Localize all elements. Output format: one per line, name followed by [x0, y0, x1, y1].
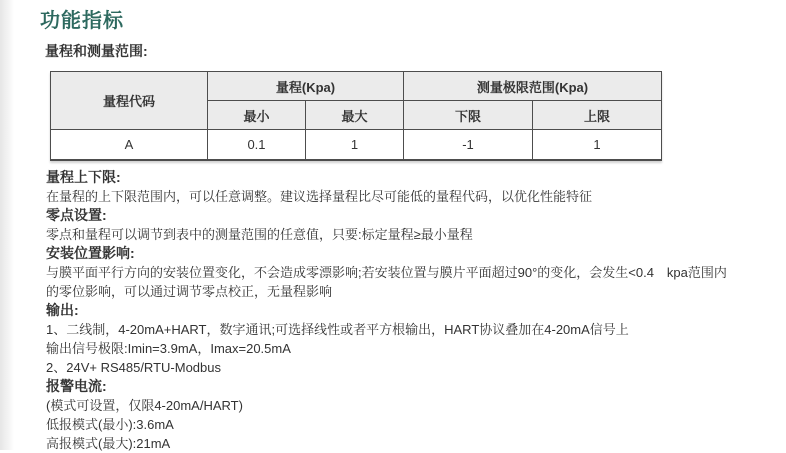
section-heading: 量程上下限:	[46, 168, 121, 185]
section-range-limits	[46, 168, 746, 206]
page-title: 功能指标	[40, 10, 124, 32]
cell-lower: -1	[404, 130, 533, 160]
section-line: 高报模式(最大):21mA	[46, 435, 171, 451]
col-header-range-code: 量程代码	[51, 72, 208, 130]
section-output	[46, 301, 746, 377]
col-header-upper: 上限	[533, 101, 662, 130]
section-mounting-position	[46, 244, 746, 301]
section-zero-setting	[46, 206, 746, 244]
col-header-max: 最大	[306, 101, 404, 130]
header-row-groups	[51, 72, 662, 101]
section-line: 零点和量程可以调节到表中的测量范围的任意值，只要:标定量程≥最小量程	[46, 226, 473, 242]
col-header-min: 最小	[208, 101, 306, 130]
range-section-heading: 量程和测量范围:	[45, 43, 148, 59]
section-heading: 安装位置影响:	[46, 244, 135, 261]
section-heading: 零点设置:	[46, 206, 107, 223]
table-row	[51, 130, 662, 160]
section-heading: 报警电流:	[46, 377, 107, 394]
col-header-range-group: 量程(Kpa)	[208, 72, 404, 101]
spec-sections	[46, 168, 746, 453]
range-table	[50, 71, 662, 161]
section-heading: 输出:	[46, 301, 79, 318]
section-line: 低报模式(最小):3.6mA	[46, 416, 174, 432]
section-line: 2、24V+ RS485/RTU-Modbus	[46, 359, 221, 375]
cell-range-code: A	[51, 130, 208, 160]
section-line: 在量程的上下限范围内，可以任意调整。建议选择量程比尽可能低的量程代码，以优化性能特征	[46, 188, 593, 204]
cell-min: 0.1	[208, 130, 306, 160]
section-line: 的零位影响，可以通过调节零点校正，无量程影响	[46, 283, 333, 299]
col-header-lower: 下限	[404, 101, 533, 130]
section-line: (模式可设置，仅限4-20mA/HART)	[46, 397, 243, 413]
section-line: 与膜平面平行方向的安装位置变化，不会造成零漂影响;若安装位置与膜片平面超过90°的变化，会发生<0.4 kpa范围内	[46, 264, 727, 280]
cell-max: 1	[306, 130, 404, 160]
cell-upper: 1	[533, 130, 662, 160]
section-line: 1、二线制，4-20mA+HART，数字通讯;可选择线性或者平方根输出，HART协议叠加在4-20mA信号上	[46, 321, 629, 337]
range-table-header	[51, 72, 662, 130]
section-line: 输出信号极限:Imin=3.9mA，Imax=20.5mA	[46, 340, 291, 356]
col-header-limit-group: 测量极限范围(Kpa)	[404, 72, 662, 101]
section-alarm-current	[46, 377, 746, 453]
